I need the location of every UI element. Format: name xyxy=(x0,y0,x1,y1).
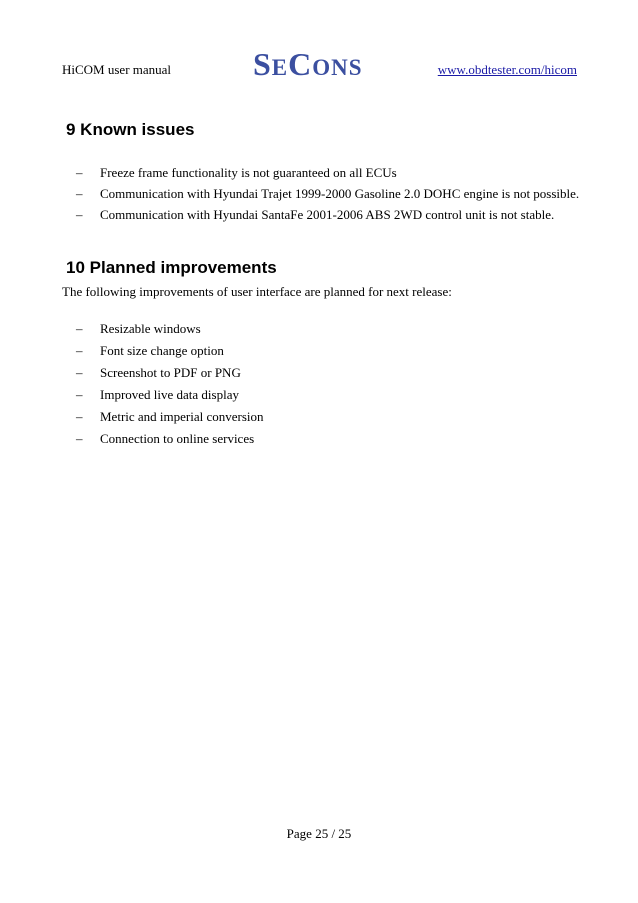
dash-bullet: – xyxy=(76,431,83,446)
known-issues-list xyxy=(76,162,579,225)
list-item: – Communication with Hyundai Trajet 1999-2000 Gasoline 2.0 DOHC engine is not possible. xyxy=(76,183,579,204)
list-item: – Improved live data display xyxy=(76,384,264,406)
planned-improvements-list xyxy=(76,318,264,450)
known-issues-heading: 9 Known issues xyxy=(66,120,195,139)
dash-bullet: – xyxy=(76,387,83,402)
dash-bullet: – xyxy=(76,165,83,180)
list-item: – Communication with Hyundai SantaFe 2001-2006 ABS 2WD control unit is not stable. xyxy=(76,204,579,225)
list-item: – Freeze frame functionality is not guaranteed on all ECUs xyxy=(76,162,579,183)
dash-bullet: – xyxy=(76,365,83,380)
website-link[interactable]: www.obdtester.com/hicom xyxy=(437,62,577,77)
secons-logo: SECONS xyxy=(253,46,363,82)
planned-intro-text: The following improvements of user interface are planned for next release: xyxy=(62,284,452,299)
dash-bullet: – xyxy=(76,186,83,201)
dash-bullet: – xyxy=(76,409,83,424)
list-item: – Metric and imperial conversion xyxy=(76,406,264,428)
manual-title: HiCOM user manual xyxy=(62,62,172,77)
dash-bullet: – xyxy=(76,321,83,336)
list-item: – Font size change option xyxy=(76,340,264,362)
list-item: – Screenshot to PDF or PNG xyxy=(76,362,264,384)
list-item: – Connection to online services xyxy=(76,428,264,450)
dash-bullet: – xyxy=(76,207,83,222)
dash-bullet: – xyxy=(76,343,83,358)
list-item: – Resizable windows xyxy=(76,318,264,340)
planned-improvements-heading: 10 Planned improvements xyxy=(66,258,277,277)
page-number: Page 25 / 25 xyxy=(286,826,352,841)
